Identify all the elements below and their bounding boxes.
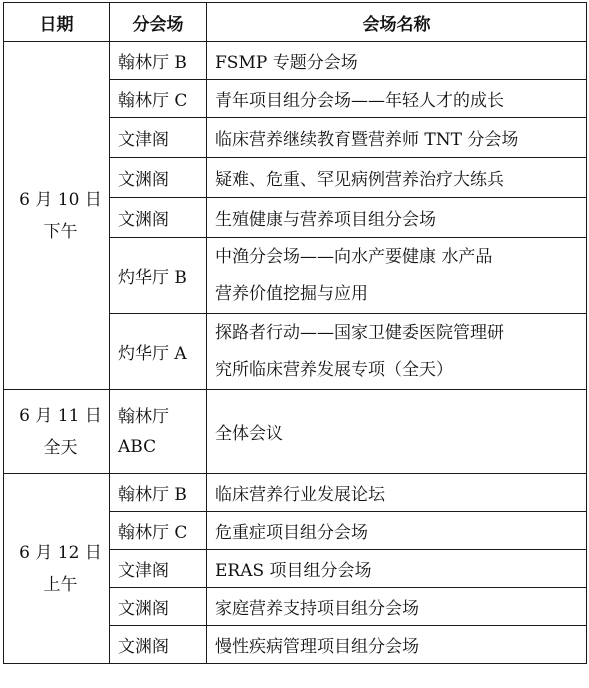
session-name-cell: 全体会议	[207, 390, 587, 474]
header-venue: 分会场	[110, 3, 207, 42]
date-label: 6 月 11 日	[19, 405, 102, 426]
date-cell	[4, 42, 110, 390]
session-name-cell: ERAS 项目组分会场	[207, 550, 587, 588]
session-name-cell: 临床营养继续教育暨营养师 TNT 分会场	[207, 118, 587, 158]
time-of-day-label: 上午	[43, 574, 78, 595]
header-row	[4, 3, 587, 42]
session-name-cell: 临床营养行业发展论坛	[207, 474, 587, 512]
header-session-name: 会场名称	[207, 3, 587, 42]
session-name-cell	[207, 238, 587, 314]
table-row	[4, 42, 587, 80]
session-name-cell: 危重症项目组分会场	[207, 512, 587, 550]
time-of-day-label: 下午	[43, 221, 78, 242]
table-row	[4, 390, 587, 474]
venue-cell: 文津阁	[110, 550, 207, 588]
venue-cell: 文津阁	[110, 118, 207, 158]
venue-cell: 翰林厅 B	[110, 474, 207, 512]
session-name-cell: 青年项目组分会场——年轻人才的成长	[207, 80, 587, 118]
date-label: 6 月 10 日	[19, 189, 102, 210]
session-name-cell: FSMP 专题分会场	[207, 42, 587, 80]
venue-cell: 灼华厅 B	[110, 238, 207, 314]
schedule-table	[3, 2, 587, 664]
venue-cell	[110, 390, 207, 474]
header-date: 日期	[4, 3, 110, 42]
session-name-cell: 慢性疾病管理项目组分会场	[207, 626, 587, 664]
date-cell	[4, 390, 110, 474]
date-cell	[4, 474, 110, 664]
venue-cell: 翰林厅 C	[110, 80, 207, 118]
venue-cell: 翰林厅 C	[110, 512, 207, 550]
session-name-line: 究所临床营养发展专项（全天）	[215, 359, 453, 380]
session-name-cell: 疑难、危重、罕见病例营养治疗大练兵	[207, 158, 587, 198]
venue-cell: 灼华厅 A	[110, 314, 207, 390]
venue-line: 翰林厅	[118, 406, 169, 427]
venue-cell: 文渊阁	[110, 198, 207, 238]
time-of-day-label: 全天	[43, 437, 78, 458]
session-name-cell: 家庭营养支持项目组分会场	[207, 588, 587, 626]
session-name-line: 探路者行动——国家卫健委医院管理研	[215, 322, 504, 343]
table-row	[4, 474, 587, 512]
venue-line: ABC	[118, 436, 157, 457]
session-name-cell	[207, 314, 587, 390]
session-name-cell: 生殖健康与营养项目组分会场	[207, 198, 587, 238]
venue-cell: 文渊阁	[110, 626, 207, 664]
venue-cell: 翰林厅 B	[110, 42, 207, 80]
session-name-line: 中渔分会场——向水产要健康 水产品	[215, 246, 493, 267]
venue-cell: 文渊阁	[110, 158, 207, 198]
date-label: 6 月 12 日	[19, 542, 102, 563]
session-name-line: 营养价值挖掘与应用	[215, 283, 368, 304]
venue-cell: 文渊阁	[110, 588, 207, 626]
